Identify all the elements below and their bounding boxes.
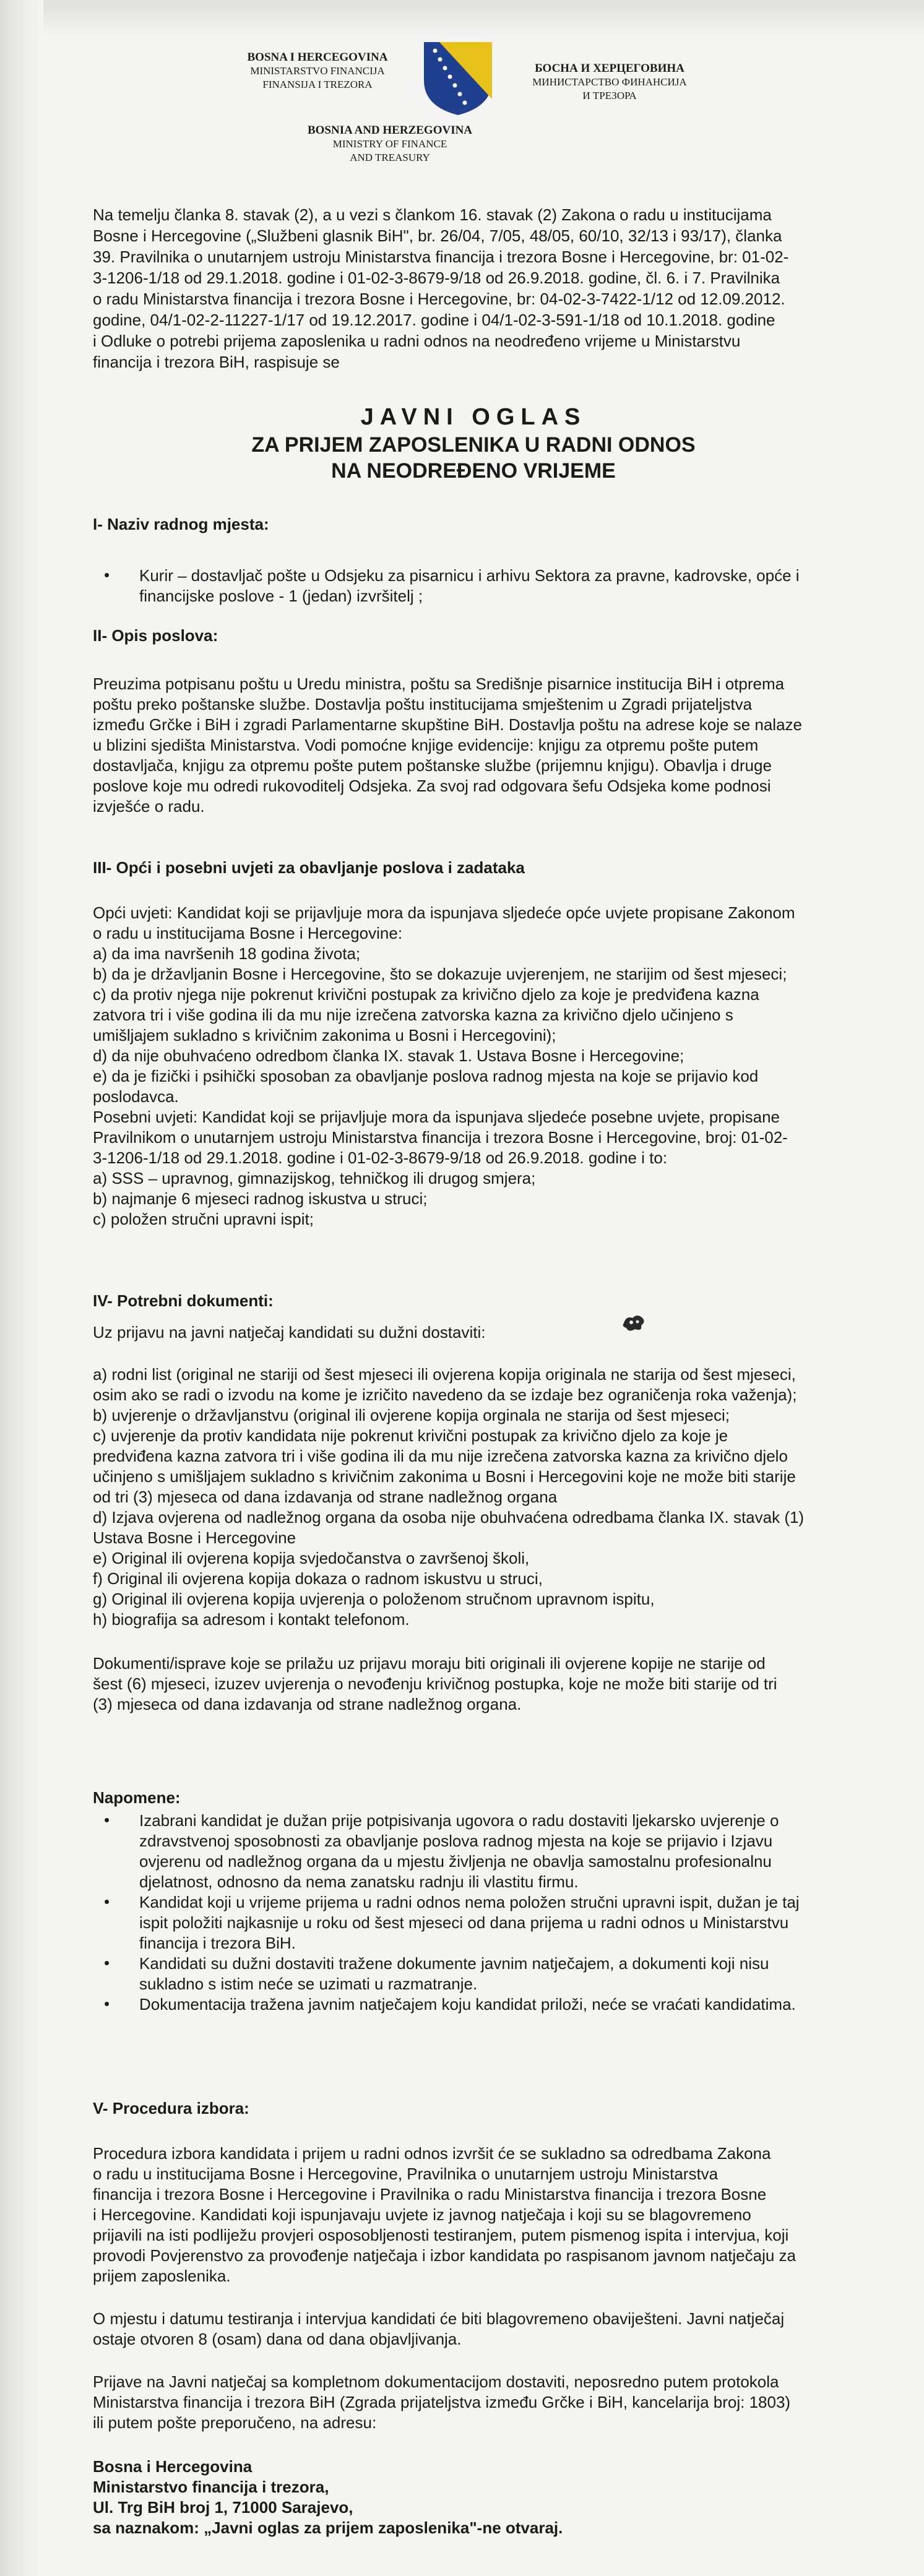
announcement <box>93 0 860 2537</box>
section-duties: II- Opis poslova: Preuzima potpisanu poštu u Uredu ministra, poštu sa Središnje pisarnice institucija BiH i otprema poštu preko poštanske službe. Dostavlja poštu institucijama smještenim u Zgradi prijateljstva između Grčke i BiH i zgradi Parlamentarne skupštine BiH. Dostavlja poštu na adrese koje se nalaze u blizini sjedišta Ministarstva. Vodi pomoćne knjige evidencije: knjigu za otpremu pošte putem dostavljača, knjigu za otpremu pošte putem poštanske službe (prijemnu knjigu). Obavlja i druge poslove koje mu odredi rukovoditelj Odsjeka. Za svoj rad odgovara šefu Odsjeka kome podnosi izvješće o radu. <box>93 625 854 817</box>
documents-note: Dokumenti/isprave koje se prilažu uz prijavu moraju biti originali ili ovjerene kopije ne starije od šest (6) mjeseci, izuzev uvjerenja o nevođenju krivičnog postupka, koje ne može biti starije od tri (3) mjeseca od dana izdavanja od strane nadležnog organa. <box>93 1654 777 1713</box>
ink-smudge-icon <box>620 1312 647 1334</box>
submission-info: Prijave na Javni natječaj sa kompletnom dokumentacijom dostaviti, neposredno putem protokola Ministarstva financija i trezora BiH (Zgrada prijateljstva između Grčke i BiH, kancelarija broj: 1803) ili putem pošte preporučeno, na adresu: <box>93 2372 791 2432</box>
testing-info: O mjestu i datumu testiranja i intervjua kandidati će biti blagovremeno obaviješteni. Javni natječaj ostaje otvoren 8 (osam) dana od dana objavljivanja. <box>93 2309 785 2348</box>
coat-of-arms-icon <box>405 37 511 118</box>
announcement-title: JAVNI OGLAS ZA PRIJEM ZAPOSLENIKA U RADNI ODNOS NA NEODREĐENO VRIJEME <box>251 404 696 483</box>
procedure-paragraph: Procedura izbora kandidata i prijem u radni odnos izvršit će se sukladno sa odredbama Zakona o radu u institucijama Bosne i Hercegovine, Pravilnika o unutarnjem ustroju Ministarstva financija i trezora Bosne i Hercegovine i Pravilnika o radu Ministarstva financija i trezora Bosne i Hercegovine. Kandidati koji ispunjavaju uvjete iz javnog natječaja i koji su se blagovremeno prijavili na isti podliježu provjeri osposobljenosti testiranjem, putem pismenog ispita i intervjua, koji provodi Povjerenstvo za provođenje natječaja i izbor kandidata po raspisanom javnom natječaju za prijem zaposlenika. <box>93 2144 797 2285</box>
duties-paragraph: Preuzima potpisanu poštu u Uredu ministra, poštu sa Središnje pisarnice institucija BiH i otprema poštu preko poštanske službe. Dostavlja poštu institucijama smještenim u Zgradi prijateljstva između Grčke i BiH i zgradi Parlamentarne skupštine BiH. Dostavlja poštu na adrese koje se nalaze u blizini sjedišta Ministarstva. Vodi pomoćne knjige evidencije: knjigu za otpremu pošte putem dostavljača, knjigu za otpremu pošte putem poštanske službe (prijemnu knjigu). Obavlja i druge poslove koje mu odredi rukovoditelj Odsjeka. Za svoj rad odgovara šefu Odsjeka kome podnosi izvješće o radu. <box>93 674 802 816</box>
note-item: • Kandidati su dužni dostaviti tražene dokumente javnim natječajem, a dokumenti koji nisu sukladno s istim neće se uzimati u razmatranje. <box>104 1954 769 1993</box>
section-procedure: V- Procedura izbora: Procedura izbora kandidata i prijem u radni odnos izvršit će se sukladno sa odredbama Zakona o radu u institucijama Bosne i Hercegovine, Pravilnika o unutarnjem ustroju Ministarstva financija i trezora Bosne i Hercegovine i Pravilnika o radu Ministarstva financija i trezora Bosne i Hercegovine. Kandidati koji ispunjavaju uvjete iz javnog natječaja i koji su se blagovremeno prijavili na isti podliježu provjeri osposobljenosti testiranjem, putem pismenog ispita i intervjua, koji provodi Povjerenstvo za provođenje natječaja i izbor kandidata po raspisanom javnom natječaju za prijem zaposlenika. O mjestu i datumu testiranja i intervjua kandidati će biti blagovremeno obaviješteni. Javni natječaj ostaje otvoren 8 (osam) dana od dana objavljivanja. Prijave na Javni natječaj sa kompletnom dokumentacijom dostaviti, neposredno putem protokola Ministarstva financija i trezora BiH (Zgrada prijateljstva između Grčke i BiH, kancelarija broj: 1803) ili putem pošte preporučeno, na adresu: Bosna i Hercegovina Ministarstvo financija i trezora, Ul. Trg BiH broj 1, 71000 Sarajevo, sa naznakom: „Javni oglas za prijem zaposlenika"-ne otvaraj. <box>93 2098 854 2538</box>
letterhead-english: BOSNIA AND HERZEGOVINA MINISTRY OF FINANCE AND TREASURY <box>307 124 473 163</box>
letterhead <box>93 0 860 183</box>
section-position: I- Naziv radnog mjesta: • Kurir – dostavljač pošte u Odsjeku za pisarnicu i arhivu Sektora za pravne, kadrovske, opće i financijske poslove - 1 (jedan) izvršitelj ; <box>93 514 854 606</box>
mailing-address: Bosna i Hercegovina Ministarstvo financija i trezora, Ul. Trg BiH broj 1, 71000 Sarajevo, sa naznakom: „Javni oglas za prijem zaposlenika"-ne otvaraj. <box>93 2457 563 2537</box>
position-item: • Kurir – dostavljač pošte u Odsjeku za pisarnicu i arhivu Sektora za pravne, kadrovske, opće i financijske poslove - 1 (jedan) izvršitelj ; <box>104 566 800 605</box>
note-item: • Kandidat koji u vrijeme prijema u radni odnos nema položen stručni upravni ispit, dužan je taj ispit položiti najkasnije u roku od šest mjeseci od dana prijema u radni odnos u Ministarstvu financija i trezora BiH. <box>104 1892 800 1952</box>
conditions-list: Opći uvjeti: Kandidat koji se prijavljuje mora da ispunjava sljedeće opće uvjete propisane Zakonom o radu u institucijama Bosne i Hercegovine: a) da ima navršenih 18 godina života; b) da je državljanin Bosne i Hercegovine, što se dokazuje uvjerenjem, ne starijim od šest mjeseci; c) da protiv njega nije pokrenut krivični postupak za krivično djelo za koje je predviđena kazna zatvora tri i više godina ili da mu nije izrečena zatvorska kazna za krivično djelo učinjeno s umišljajem sukladno s krivičnim zakonima u Bosni i Hercegovini); d) da nije obuhvaćeno odredbom članka IX. stavak 1. Ustava Bosne i Hercegovine; e) da je fizički i psihički sposoban za obavljanje poslova radnog mjesta na koje se prijavio kod poslodavca. Posebni uvjeti: Kandidat koji se prijavljuje mora da ispunjava sljedeće posebne uvjete, propisane Pravilnikom o unutarnjem ustroju Ministarstva financija i trezora Bosne i Hercegovine, broj: 01-02- 3-1206-1/18 od 29.1.2018. godine i 01-02-3-8679-9/18 od 26.9.2018. godine i to: a) SSS – upravnog, gimnazijskog, tehničkog ili drugog smjera; b) najmanje 6 mjeseci radnog iskustva u struci; c) položen stručni upravni ispit; <box>93 903 795 1228</box>
section-documents: IV- Potrebni dokumenti: Uz prijavu na javni natječaj kandidati su dužni dostaviti: a) rodni list (original ne stariji od šest mjeseci ili ovjerena kopija originala ne starija od šest mjeseci, osim ako se radi o izvodu na kome je izričito navedeno da se izdaje bez ograničenja roka važenja); b) uvjerenje o državljanstvu (original ili ovjerene kopija orginala ne starija od šest mjeseci; c) uvjerenje da protiv kandidata nije pokrenut krivični postupak za krivično djelo za koje je predviđena kazna zatvora tri i više godina ili da mu nije izrečena zatvorska kazna za krivično djelo učinjeno s umišljajem sukladno s krivičnim zakonima u Bosni i Hercegovini koje ne može biti starije od tri (3) mjeseca od dana izdavanja od strane nadležnog organa d) Izjava ovjerena od nadležnog organa da osoba nije obuhvaćena odredbama članka IX. stavak (1) Ustava Bosne i Hercegovine e) Original ili ovjerena kopija svjedočanstva o završenoj školi, f) Original ili ovjerena kopija dokaza o radnom iskustvu u struci, g) Original ili ovjerena kopija uvjerenja o položenom stručnom upravnom ispitu, h) biografija sa adresom i kontakt telefonom. Dokumenti/isprave koje se prilažu uz prijavu moraju biti originali ili ovjerene kopije ne starije od šest (6) mjeseci, izuzev uvjerenja o nevođenju krivičnog postupka, koje ne može biti starije od tri (3) mjeseca od dana izdavanja od strane nadležnog organa. <box>93 1290 854 1715</box>
section-conditions: III- Opći i posebni uvjeti za obavljanje poslova i zadataka Opći uvjeti: Kandidat koji se prijavljuje mora da ispunjava sljedeće opće uvjete propisane Zakonom o radu u institucijama Bosne i Hercegovine: a) da ima navršenih 18 godina života; b) da je državljanin Bosne i Hercegovine, što se dokazuje uvjerenjem, ne starijim od šest mjeseci; c) da protiv njega nije pokrenut krivični postupak za krivično djelo za koje je predviđena kazna zatvora tri i više godina ili da mu nije izrečena zatvorska kazna za krivično djelo učinjeno s umišljajem sukladno s krivičnim zakonima u Bosni i Hercegovini); d) da nije obuhvaćeno odredbom članka IX. stavak 1. Ustava Bosne i Hercegovine; e) da je fizički i psihički sposoban za obavljanje poslova radnog mjesta na koje se prijavio kod poslodavca. Posebni uvjeti: Kandidat koji se prijavljuje mora da ispunjava sljedeće posebne uvjete, propisane Pravilnikom o unutarnjem ustroju Ministarstva financija i trezora Bosne i Hercegovine, broj: 01-02- 3-1206-1/18 od 29.1.2018. godine i 01-02-3-8679-9/18 od 26.9.2018. godine i to: a) SSS – upravnog, gimnazijskog, tehničkog ili drugog smjera; b) najmanje 6 mjeseci radnog iskustva u struci; c) položen stručni upravni ispit; <box>93 857 854 1230</box>
scan-edge-left <box>0 0 43 2576</box>
section-notes: Napomene: • Izabrani kandidat je dužan prije potpisivanja ugovora o radu dostaviti ljekarsko uvjerenje o zdravstvenoj sposobnosti za obavljanje poslova radnog mjesta na koje se prijavio i Izjavu ovjerenu od nadležnog organa da u mjestu življenja ne obavlja samostalnu profesionalnu djelatnost, odnosno da nema zanatsku radnju ili vlastitu firmu. • Kandidat koji u vrijeme prijema u radni odnos nema položen stručni upravni ispit, dužan je taj ispit položiti najkasnije u roku od šest mjeseci od dana prijema u radni odnos u Ministarstvu financija i trezora BiH. • Kandidati su dužni dostaviti tražene dokumente javnim natječajem, a dokumenti koji nisu sukladno s istim neće se uzimati u razmatranje. • Dokumentacija tražena javnim natječajem koju kandidat priloži, neće se vraćati kandidatima. <box>93 1787 854 2015</box>
note-item: • Dokumentacija tražena javnim natječajem koju kandidat priloži, neće se vraćati kandidatima. <box>104 1994 796 2014</box>
letterhead-cyrillic: БОСНА И ХЕРЦЕГОВИНА МИНИСТАРСТВО ФИНАНСИЈА И ТРЕЗОРА <box>532 62 687 101</box>
intro-paragraph: Na temelju članka 8. stavak (2), a u vezi s člankom 16. stavak (2) Zakona o radu u institucijama Bosne i Hercegovine („Službeni glasnik BiH", br. 26/04, 7/05, 48/05, 60/10, 32/13 i 93/17), članka 39. Pravilnika o unutarnjem ustroju Ministarstva financija i trezora Bosne i Hercegovine, br: 01-02- 3-1206-1/18 od 29.1.2018. godine i 01-02-3-8679-9/18 od 26.9.2018. godine, čl. 6. i 7. Pravilnika o radu Ministarstva financija i trezora Bosne i Hercegovine, br: 04-02-3-7422-1/12 od 12.09.2012. godine, 04/1-02-2-11227-1/17 od 19.12.2017. godine i 04/1-02-3-591-1/18 od 10.1.2018. godine i Odluke o potrebi prijema zaposlenika u radni odnos na neodređeno vrijeme u Ministarstvu financija i trezora BiH, raspisuje se <box>93 205 789 371</box>
note-item: • Izabrani kandidat je dužan prije potpisivanja ugovora o radu dostaviti ljekarsko uvjerenje o zdravstvenoj sposobnosti za obavljanje poslova radnog mjesta na koje se prijavio i Izjavu ovjerenu od nadležnog organa da u mjestu življenja ne obavlja samostalnu profesionalnu djelatnost, odnosno da nema zanatsku radnju ili vlastitu firmu. <box>104 1811 779 1891</box>
documents-list: a) rodni list (original ne stariji od šest mjeseci ili ovjerena kopija originala ne starija od šest mjeseci, osim ako se radi o izvodu na kome je izričito navedeno da se izdaje bez ograničenja roka važenja); b) uvjerenje o državljanstvu (original ili ovjerene kopija orginala ne starija od šest mjeseci; c) uvjerenje da protiv kandidata nije pokrenut krivični postupak za krivično djelo za koje je predviđena kazna zatvora tri i više godina ili da mu nije izrečena zatvorska kazna za krivično djelo učinjeno s umišljajem sukladno s krivičnim zakonima u Bosni i Hercegovini koje ne može biti starije od tri (3) mjeseca od dana izdavanja od strane nadležnog organa d) Izjava ovjerena od nadležnog organa da osoba nije obuhvaćena odredbama članka IX. stavak (1) Ustava Bosne i Hercegovine e) Original ili ovjerena kopija svjedočanstva o završenoj školi, f) Original ili ovjerena kopija dokaza o radnom iskustvu u struci, g) Original ili ovjerena kopija uvjerenja o položenom stručnom upravnom ispitu, h) biografija sa adresom i kontakt telefonom. <box>93 1365 805 1629</box>
letterhead-latin: BOSNA I HERCEGOVINA MINISTARSTVO FINANCIJA FINANSIJA I TREZORA <box>247 51 388 90</box>
